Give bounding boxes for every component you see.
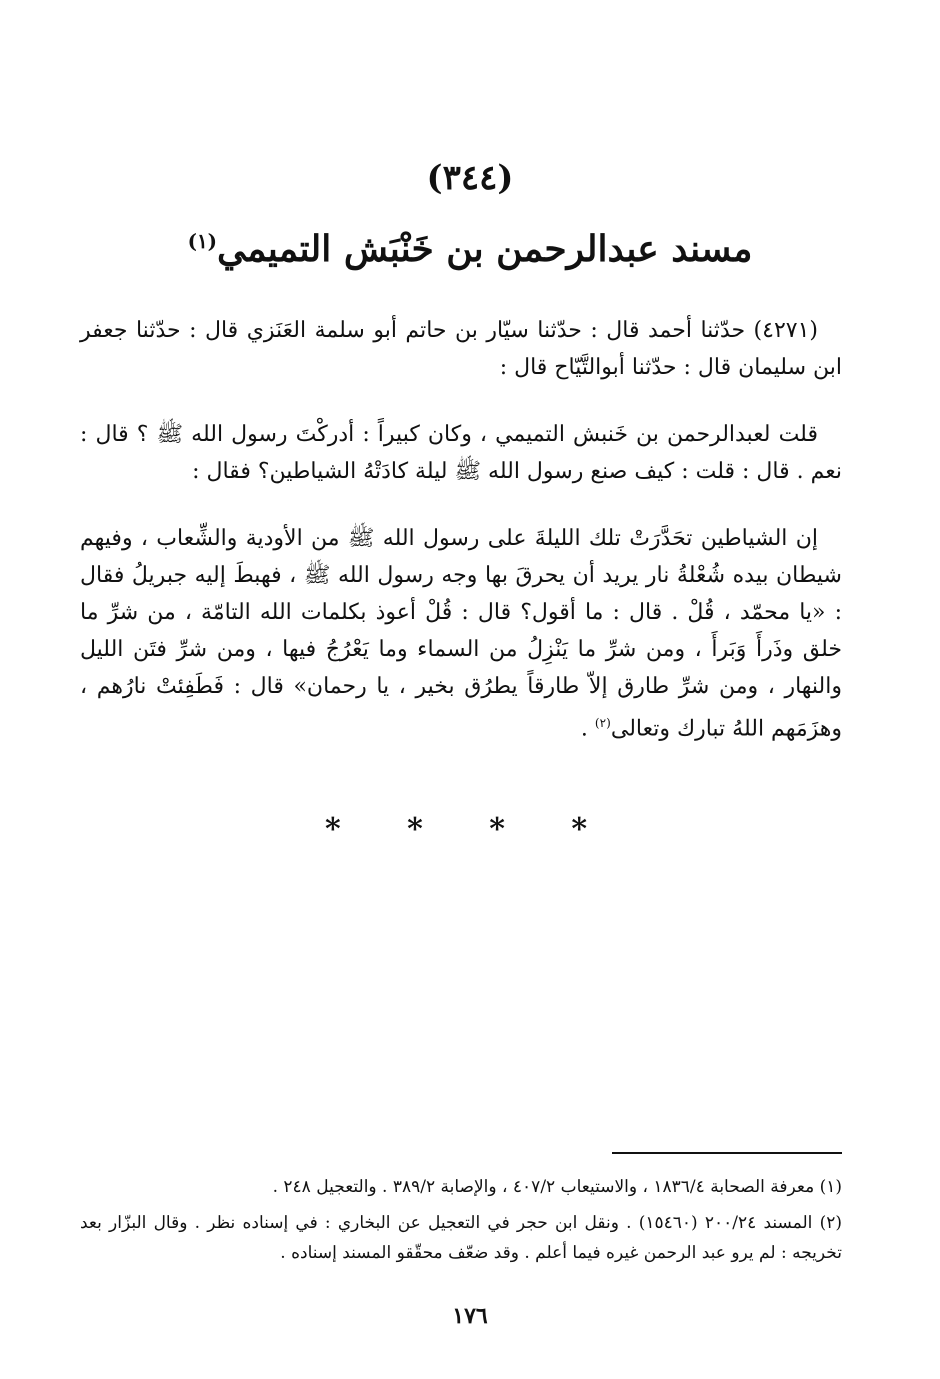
footnote-2: (٢) المسند ٢٠٠/٢٤ (١٥٤٦٠) . ونقل ابن حجر في التعجيل عن البخاري : في إسناده نظر . وقال البزّار بعد تخريجه : لم يرو عبد الرحمن غيره فيما أعلم . وقد ضعّف محقّقو المسند إسناده . — [80, 1213, 842, 1263]
hadith-isnad-paragraph: (٤٢٧١) حدّثنا أحمد قال : حدّثنا سيّار بن حاتم أبو سلمة العَنَزي قال : حدّثنا جعفر ابن سليمان قال : حدّثنا أبوالتَّيّاح قال : — [80, 318, 842, 380]
section-title-text: مسند عبدالرحمن بن خَنْبَش التميمي — [216, 228, 753, 270]
hadith-question-paragraph: قلت لعبدالرحمن بن خَنبش التميمي ، وكان كبيراً : أدركْتَ رسول الله ﷺ ؟ قال : نعم . قال : قلت : كيف صنع رسول الله ﷺ ليلة كادَتْهُ الشياطين؟ فقال : — [80, 422, 842, 484]
hadith-matn-paragraph — [80, 520, 842, 747]
hadith-matn-text: إن الشياطين تحَدَّرَتْ تلك الليلةَ على رسول الله ﷺ من الأودية والشِّعاب ، وفيهم شيطان بيده شُعْلةُ نار يريد أن يحرقَ بها وجه رسول الله ﷺ ، فهبطَ إليه جبريلُ فقال : «يا محمّد ، قُلْ . قال : ما أقول؟ قال : قُلْ أعوذ بكلمات الله التامّة ، من شرِّ ما خلق وذَرأَ وَبَرأَ ، ومن شرِّ ما يَنْزِلُ من السماء وما يَعْرُجُ فيها ، ومن شرِّ فتَن الليل والنهار ، ومن شرِّ طارق إلاّ طارقاً يطرُق بخير ، يا رحمان» قال : فَطَفِئتْ نارُهم ، وهزَمَهم اللهُ تبارك وتعالى — [80, 526, 842, 742]
hadith-matn-end: . — [580, 716, 595, 742]
footnote-divider — [612, 1152, 842, 1154]
section-title — [0, 228, 940, 270]
footnote-ref-1: (١) — [187, 229, 217, 253]
footnote-ref-2: (٢) — [594, 716, 611, 730]
section-separator: * * * * — [324, 812, 616, 847]
footnote-1: (١) معرفة الصحابة ١٨٣٦/٤ ، والاستيعاب ٤٠٧/٢ ، والإصابة ٣٨٩/٢ . والتعجيل ٢٤٨ . — [272, 1177, 842, 1197]
page-number: ١٧٦ — [452, 1303, 488, 1329]
section-number: (٣٤٤) — [426, 158, 514, 198]
